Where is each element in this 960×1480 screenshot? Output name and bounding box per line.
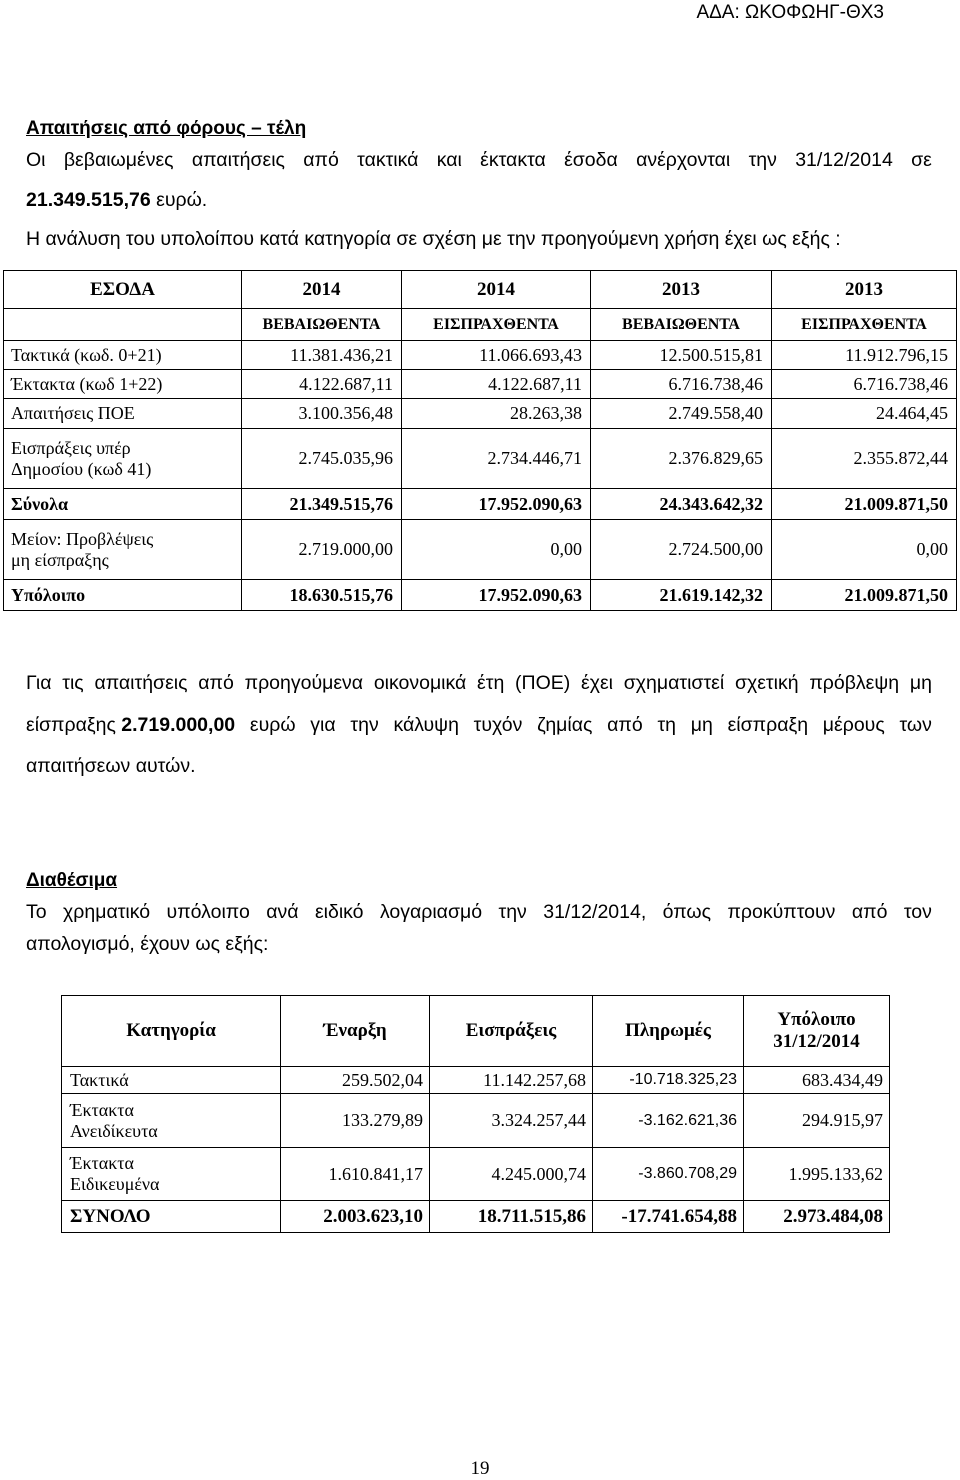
table-row [62,1067,890,1094]
table-row [4,520,957,580]
cell-value: 259.502,04 [281,1067,430,1094]
word: έτη [477,672,505,694]
para2-line3: απαιτήσεων αυτών. [26,755,196,777]
col-subheader [4,309,242,341]
word: έκτακτα [480,149,546,171]
word: ζημίας [537,714,593,736]
word: βεβαιωμένες [63,149,174,171]
col-header: 2014 [402,271,591,309]
word: τον [903,901,932,923]
table-row [62,1148,890,1201]
cell-value: -17.741.654,88 [593,1201,744,1233]
word: μη [909,672,932,694]
word: τακτικά [357,149,419,171]
cell-value: 12.500.515,81 [591,341,772,370]
word: μέρους [822,714,885,736]
word: σε [911,149,932,171]
word: σχετική [734,672,799,694]
cash-table [61,995,890,1233]
cell-value: 28.263,38 [402,399,591,429]
section2-line2: απολογισμό, έχουν ως εξής: [26,933,269,955]
cell-value: 11.381.436,21 [242,341,402,370]
word: απαιτήσεις [191,149,285,171]
cell-value: 4.122.687,11 [402,370,591,399]
word: (ΠΟΕ) [515,672,571,694]
table-row [4,429,957,489]
section1-line1 [26,149,932,172]
word: τη [657,714,677,736]
row-label-line: Δημοσίου (κωδ 41) [11,458,152,479]
col-subheader: ΒΕΒΑΙΩΘΕΝΤΑ [591,309,772,341]
word: ευρώ [249,714,296,736]
row-label [62,1148,281,1201]
cell-value: 6.716.738,46 [591,370,772,399]
word: τις [62,672,84,694]
word: την [498,901,527,923]
table-total-row [4,489,957,520]
word: προκύπτουν [727,901,836,923]
cell-value: 2.749.558,40 [591,399,772,429]
col-subheader: ΕΙΣΠΡΑΧΘΕΝΤΑ [402,309,591,341]
word: χρηματικό [63,901,151,923]
cell-value: 18.711.515,86 [430,1201,593,1233]
col-header: Έναρξη [281,996,430,1067]
row-label-line: Ανειδίκευτα [70,1120,158,1141]
table-row [62,1094,890,1148]
table-subheader-row [4,309,957,341]
row-label: Απαιτήσεις ΠΟΕ [4,399,242,429]
word: προηγούμενα [244,672,364,694]
col-header: 2013 [591,271,772,309]
word: σχηματιστεί [623,672,725,694]
table-balance-row [4,580,957,611]
section-title-receivables: Απαιτήσεις από φόρους – τέλη [26,118,307,139]
cell-value: 3.100.356,48 [242,399,402,429]
cell-value: -3.860.708,29 [593,1148,744,1201]
cell-value: 21.349.515,76 [242,489,402,520]
col-header: Εισπράξεις [430,996,593,1067]
cell-value: 2.734.446,71 [402,429,591,489]
cell-value: 2.719.000,00 [242,520,402,580]
row-label: ΣΥΝΟΛΟ [62,1201,281,1233]
word: κάλυψη [393,714,459,736]
cell-value: 21.009.871,50 [772,580,957,611]
cell-value: 0,00 [772,520,957,580]
col-header: 2013 [772,271,957,309]
ada-code: ΑΔΑ: ΩΚΟΦΩΗΓ-ΘΧ3 [696,2,884,23]
cell-value: 1.610.841,17 [281,1148,430,1201]
col-header: Κατηγορία [62,996,281,1067]
cell-value: -10.718.325,23 [593,1067,744,1094]
col-header [744,996,890,1067]
word: έσοδα [564,149,618,171]
cell-value: 11.066.693,43 [402,341,591,370]
cell-value: 683.434,49 [744,1067,890,1094]
row-label-line: Έκτακτα [70,1153,134,1173]
cell-value: 133.279,89 [281,1094,430,1148]
word: από [851,901,888,923]
word: οικονομικά [373,672,467,694]
row-label [4,429,242,489]
row-label-line: Έκτακτα [70,1099,134,1120]
word: έχει [581,672,614,694]
cell-value: 1.995.133,62 [744,1148,890,1201]
word: είσπραξη [727,714,809,736]
col-subheader: ΒΕΒΑΙΩΘΕΝΤΑ [242,309,402,341]
cell-value: 6.716.738,46 [772,370,957,399]
col-header-line: 31/12/2014 [773,1031,860,1052]
word: Για [26,672,52,694]
word: από [607,714,643,736]
cell-value: 2.355.872,44 [772,429,957,489]
section1-line2 [26,189,207,212]
section-title-cash: Διαθέσιμα [26,870,118,891]
word [26,714,235,737]
cell-value: 2.376.829,65 [591,429,772,489]
word: απαιτήσεις [94,672,188,694]
word: πρόβλεψη [809,672,900,694]
cell-value: 24.343.642,32 [591,489,772,520]
cell-value: 0,00 [402,520,591,580]
row-label-line: Ειδικευμένα [70,1174,160,1194]
word: ανέρχονται [636,149,731,171]
table-row [4,370,957,399]
word: την [748,149,777,171]
currency-text: ευρώ. [150,189,208,211]
provision-amount: 2.719.000,00 [121,714,236,736]
word: ανά [266,901,299,923]
table-row [4,399,957,429]
word: 31/12/2014 [795,149,893,171]
word: Το [26,901,47,923]
row-label: Σύνολα [4,489,242,520]
cell-value: 17.952.090,63 [402,489,591,520]
word: και [436,149,462,171]
row-label: Έκτακτα (κωδ 1+22) [4,370,242,399]
cell-value: 21.619.142,32 [591,580,772,611]
word: μη [690,714,713,736]
col-header-line: Υπόλοιπο [777,1009,856,1030]
word: ειδικό [314,901,364,923]
cell-value: -3.162.621,36 [593,1094,744,1148]
table-total-row [62,1201,890,1233]
cell-value: 17.952.090,63 [402,580,591,611]
word: υπόλοιπο [166,901,250,923]
word: από [198,672,234,694]
table-row [4,341,957,370]
word: Οι [26,149,46,171]
row-label: Τακτικά [62,1067,281,1094]
cell-value: 4.245.000,74 [430,1148,593,1201]
row-label-line: Μείον: Προβλέψεις [11,528,154,549]
row-label: Τακτικά (κωδ. 0+21) [4,341,242,370]
cell-value: 24.464,45 [772,399,957,429]
cell-value: 11.912.796,15 [772,341,957,370]
receivables-table [3,270,957,611]
word: τυχόν [473,714,523,736]
page-number: 19 [470,1458,490,1479]
col-header: Πληρωμές [593,996,744,1067]
table-header-row [4,271,957,309]
cell-value: 2.745.035,96 [242,429,402,489]
word: λογαριασμό [379,901,483,923]
word: όπως [662,901,712,923]
word: για [310,714,336,736]
col-subheader: ΕΙΣΠΡΑΧΘΕΝΤΑ [772,309,957,341]
cell-value: 2.724.500,00 [591,520,772,580]
word: 31/12/2014, [543,901,647,923]
word-prefix: είσπραξης [26,714,122,736]
para2-line1 [26,672,932,695]
section1-line3: Η ανάλυση του υπολοίπου κατά κατηγορία σε σχέση με την προηγούμενη χρήση έχει ως εξής : [26,228,841,250]
word: από [303,149,339,171]
cell-value: 18.630.515,76 [242,580,402,611]
cell-value: 3.324.257,44 [430,1094,593,1148]
row-label-line: Εισπράξεις υπέρ [11,437,131,458]
row-label [4,520,242,580]
cell-value: 2.973.484,08 [744,1201,890,1233]
cell-value: 21.009.871,50 [772,489,957,520]
row-label: Υπόλοιπο [4,580,242,611]
cell-value: 4.122.687,11 [242,370,402,399]
col-header: 2014 [242,271,402,309]
para2-line2 [26,714,932,737]
row-label [62,1094,281,1148]
row-label-line: μη είσπραξης [11,549,109,570]
word: των [899,714,932,736]
cell-value: 2.003.623,10 [281,1201,430,1233]
word: την [350,714,379,736]
table-header-row [62,996,890,1067]
section2-line1 [26,901,932,924]
cell-value: 11.142.257,68 [430,1067,593,1094]
total-amount: 21.349.515,76 [26,189,151,211]
col-header: ΕΣΟΔΑ [4,271,242,309]
cell-value: 294.915,97 [744,1094,890,1148]
